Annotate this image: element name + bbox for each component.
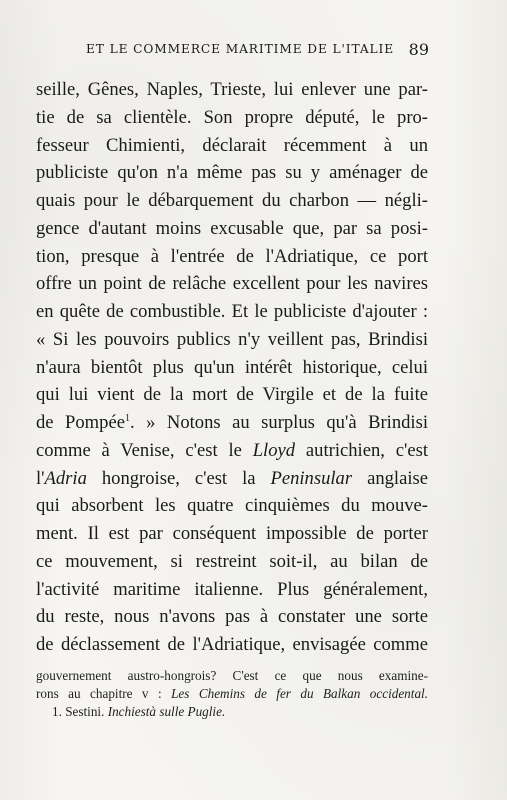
body-line-11: n'aura bientôt plus qu'un intérêt historique, celui bbox=[36, 356, 428, 378]
footnote-1 bbox=[36, 703, 428, 721]
main-text bbox=[36, 76, 428, 659]
body-line-19: l'activité maritime italienne. Plus généralement, bbox=[36, 578, 428, 600]
body-line-17: ment. Il est par conséquent impossible de porter bbox=[36, 523, 428, 544]
body-line-3: fesseur Chimienti, déclarait récemment à un bbox=[36, 134, 428, 156]
footnote-source: Sestini. bbox=[65, 704, 108, 719]
body-line-15-middle: hongroise, c'est la bbox=[86, 467, 271, 489]
body-line-9: en quête de combustible. Et le publiciste d'ajouter : bbox=[36, 301, 428, 322]
body-line-13-start: de Pompée bbox=[36, 412, 125, 433]
running-title: ET LE COMMERCE MARITIME DE L'ITALIE bbox=[86, 42, 395, 56]
body-line-21: de déclassement de l'Adriatique, envisagée comme bbox=[36, 634, 428, 655]
body-line-8: offre un point de relâche excellent pour les navires bbox=[36, 273, 428, 295]
lloyd-emphasis: Lloyd bbox=[252, 439, 296, 461]
body-line-14 bbox=[36, 437, 428, 465]
footnote-source-title: Inchiestà sulle Puglie. bbox=[107, 704, 226, 719]
body-line-15 bbox=[36, 465, 428, 493]
footnote-line-2-prefix: rons au chapitre v : bbox=[36, 686, 172, 701]
body-line-16: qui absorbent les quatre cinquièmes du mouve- bbox=[36, 495, 428, 517]
body-line-13-end: . » Notons au surplus qu'à Brindisi bbox=[129, 412, 428, 433]
body-line-15-prefix: l' bbox=[36, 467, 45, 489]
body-line-10: « Si les pouvoirs publics n'y veillent pas, Brindisi bbox=[36, 328, 428, 350]
footnote-number: 1. bbox=[52, 704, 62, 719]
body-line-1: seille, Gênes, Naples, Trieste, lui enlever une par- bbox=[36, 79, 428, 100]
peninsular-emphasis: Peninsular bbox=[270, 467, 353, 489]
footnote-line-2-title: Les Chemins de fer du Balkan occidental. bbox=[171, 686, 428, 701]
body-line-5: quais pour le débarquement du charbon — négli- bbox=[36, 190, 428, 211]
adria-emphasis: Adria bbox=[44, 467, 87, 489]
page-header bbox=[0, 40, 507, 60]
body-line-14-start: comme à Venise, c'est le bbox=[36, 439, 253, 461]
body-line-13 bbox=[36, 409, 428, 437]
footnotes bbox=[36, 667, 428, 721]
body-line-4: publiciste qu'on n'a même pas su y aménager de bbox=[36, 162, 428, 184]
footnote-reference: 1 bbox=[124, 412, 130, 424]
body-line-2: tie de sa clientèle. Son propre député, le pro- bbox=[36, 106, 428, 128]
body-line-6: gence d'autant moins excusable que, par sa posi- bbox=[36, 217, 428, 239]
page-number: 89 bbox=[408, 40, 429, 59]
footnote-continuation-line-1: gouvernement austro-hongrois? C'est ce que nous examine- bbox=[36, 668, 428, 683]
footnote-continuation-line-2 bbox=[36, 685, 428, 703]
body-line-12: qui lui vient de la mort de Virgile et de la fuite bbox=[36, 384, 428, 406]
body-line-15-suffix: anglaise bbox=[352, 467, 428, 489]
body-line-7: tion, presque à l'entrée de l'Adriatique, ce port bbox=[36, 245, 428, 267]
body-line-18: ce mouvement, si restreint soit-il, au bilan de bbox=[36, 550, 428, 572]
body-line-14-end: autrichien, c'est bbox=[295, 439, 428, 461]
body-line-20: du reste, nous n'avons pas à constater une sorte bbox=[36, 606, 428, 628]
